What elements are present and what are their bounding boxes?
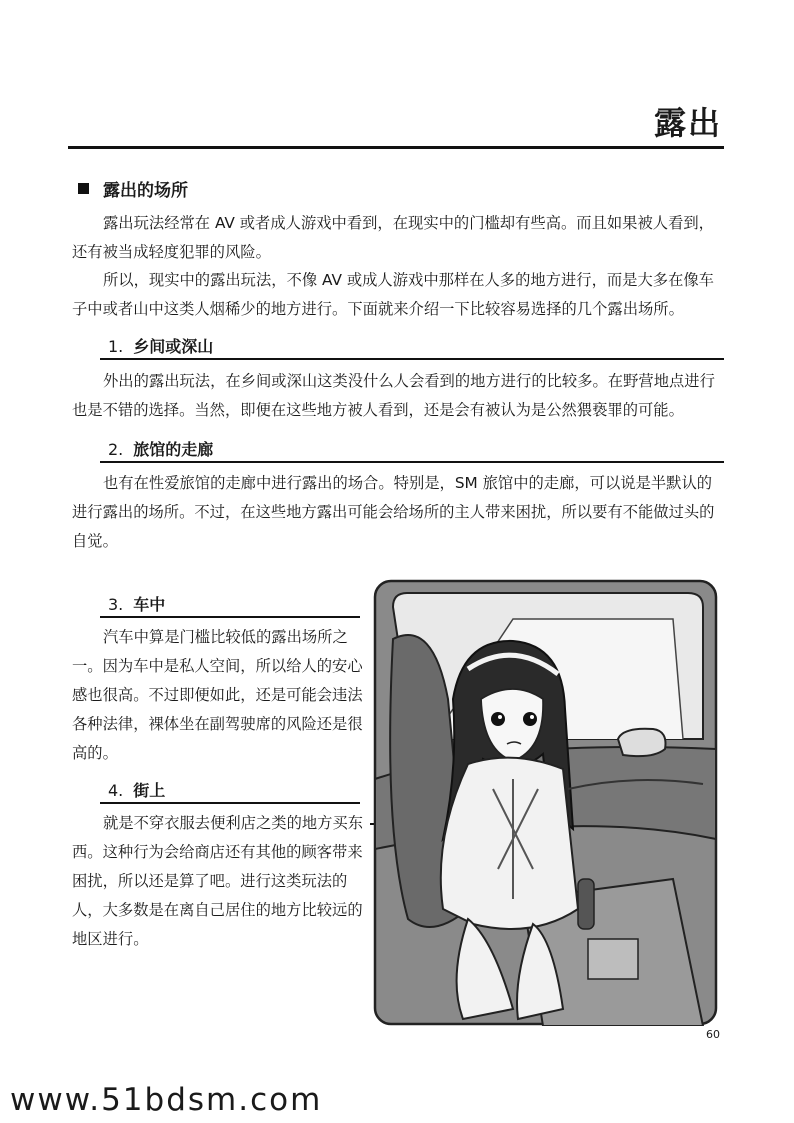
section-heading (78, 176, 188, 201)
subsection-2-title: 旅馆的走廊 (133, 440, 214, 459)
subsection-3-title: 车中 (133, 595, 166, 614)
car-interior-illustration (373, 579, 718, 1026)
subsection-4-number: 4. (108, 781, 124, 800)
page-number: 60 (706, 1028, 720, 1041)
subsection-3-heading (108, 592, 165, 615)
page-title: 露出 (653, 104, 722, 142)
subsection-4-body: 就是不穿衣服去便利店之类的地方买东西。这种行为会给商店还有其他的顾客带来困扰，所以还是算了吧。进行这类玩法的人，大多数是在离自己居住的地方比较远的地区进行。 (72, 814, 364, 948)
subsection-2-rule (100, 461, 724, 463)
section-heading-text: 露出的场所 (103, 181, 188, 201)
subsection-3-body: 汽车中算是门槛比较低的露出场所之一。因为车中是私人空间，所以给人的安心感也很高。不过即便如此，还是可能会违法各种法律，裸体坐在副驾驶席的风险还是很高的。 (72, 628, 363, 762)
subsection-1-body: 外出的露出玩法，在乡间或深山这类没什么人会看到的地方进行的比较多。在野营地点进行也是不错的选择。当然，即便在这些地方被人看到，还是会有被认为是公然猥亵罪的可能。 (72, 372, 715, 419)
square-bullet-icon (78, 183, 89, 194)
subsection-4-rule (100, 802, 360, 804)
subsection-4-heading (108, 778, 165, 801)
subsection-1-rule (100, 358, 724, 360)
subsection-1-heading (108, 334, 213, 357)
subsection-2-heading (108, 437, 213, 460)
intro-paragraph-2: 所以，现实中的露出玩法，不像 AV 或成人游戏中那样在人多的地方进行，而是大多在像车子中或者山中这类人烟稀少的地方进行。下面就来介绍一下比较容易选择的几个露出场所。 (72, 271, 714, 318)
watermark: www.51bdsm.com (10, 1082, 323, 1118)
subsection-2-body: 也有在性爱旅馆的走廊中进行露出的场合。特别是，SM 旅馆中的走廊，可以说是半默认的进行露出的场所。不过，在这些地方露出可能会给场所的主人带来困扰，所以要有不能做过头的自觉。 (72, 474, 715, 550)
title-rule (68, 146, 724, 149)
subsection-1-title: 乡间或深山 (133, 337, 214, 356)
subsection-2-number: 2. (108, 440, 124, 459)
intro-paragraph-1: 露出玩法经常在 AV 或者成人游戏中看到，在现实中的门槛却有些高。而且如果被人看到，还有被当成轻度犯罪的风险。 (72, 214, 714, 261)
subsection-3-number: 3. (108, 595, 124, 614)
subsection-4-title: 街上 (133, 781, 166, 800)
subsection-1-number: 1. (108, 337, 124, 356)
subsection-3-rule (100, 616, 360, 618)
